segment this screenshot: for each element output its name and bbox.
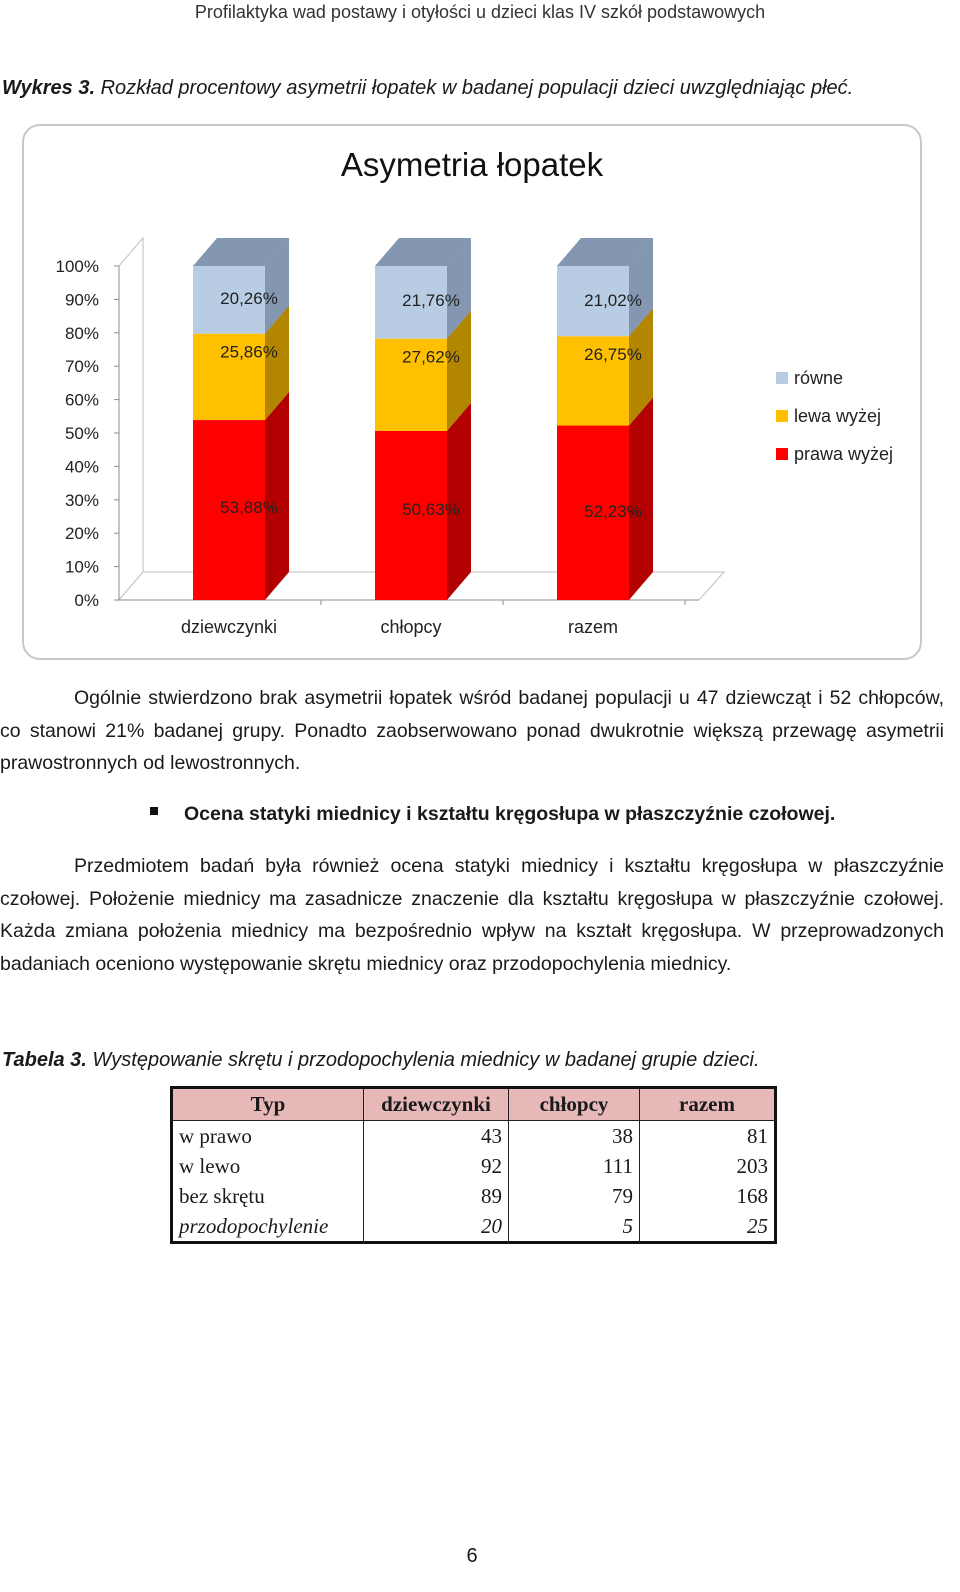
table-caption-label: Tabela 3. (2, 1049, 87, 1071)
table-row (172, 1211, 776, 1243)
table-header-total: razem (640, 1088, 776, 1121)
table-cell: 111 (509, 1151, 640, 1181)
table-caption (2, 1047, 759, 1073)
table-cell: 89 (364, 1181, 509, 1211)
legend-label: prawa wyżej (794, 444, 894, 464)
table-header-typ: Typ (172, 1088, 364, 1121)
y-tick-label: 50% (64, 424, 99, 443)
y-tick-label: 30% (64, 490, 99, 510)
data-label: 25,86% (220, 342, 278, 362)
data-label: 50,63% (402, 499, 460, 519)
table-cell: 43 (364, 1121, 509, 1152)
table-row (172, 1181, 776, 1211)
chart-caption (2, 75, 853, 101)
data-label: 21,02% (584, 291, 642, 310)
table-cell: 20 (364, 1211, 509, 1243)
table-row (172, 1151, 776, 1181)
bar-side (265, 392, 289, 600)
y-tick-label: 90% (64, 290, 99, 310)
section-heading (150, 798, 835, 830)
legend-swatch (776, 410, 788, 422)
table-cell: 168 (640, 1181, 776, 1211)
y-tick-label: 80% (64, 323, 99, 343)
x-tick-label: razem (567, 617, 619, 637)
section-heading-text: Ocena statyki miednicy i kształtu kręgosłupa w płaszczyźnie czołowej. (184, 803, 836, 825)
table-header-girls: dziewczynki (364, 1088, 509, 1121)
x-tick-label: chłopcy (380, 617, 442, 637)
y-tick-label: 100% (55, 257, 99, 276)
chart-container (22, 124, 922, 660)
table-cell: 81 (640, 1121, 776, 1152)
bullet-icon (150, 807, 158, 815)
stacked-bar-chart (24, 126, 920, 658)
table-cell: 5 (509, 1211, 640, 1243)
chart-caption-label: Wykres 3. (2, 77, 96, 99)
data-label: 26,75% (584, 345, 642, 365)
table-header-boys: chłopcy (509, 1088, 640, 1121)
paragraph-pelvis-assessment (0, 850, 944, 980)
table-cell-type: w lewo (172, 1151, 364, 1181)
table-header-row (172, 1088, 776, 1121)
chart-side-wall (119, 238, 143, 600)
table-caption-text: Występowanie skrętu i przodopochylenia miednicy w badanej grupie dzieci. (92, 1049, 760, 1071)
legend-label: lewa wyżej (794, 406, 882, 426)
data-label: 52,23% (584, 501, 642, 521)
running-header: Profilaktyka wad postawy i otyłości u dzieci klas IV szkół podstawowych (194, 2, 766, 22)
paragraph-2-text: Przedmiotem badań była również ocena statyki miednicy i kształtu kręgosłupa w płaszczyźnie czołowej. Położenie miednicy ma zasadnicze znaczenie dla kształtu kręgosłupa w płaszczyźnie czołowej. Każda zmiana położenia miednicy ma bezpośrednio wpływ na kształt kręgosłupa. W przeprowadzonych badaniach oceniono występowanie skrętu miednicy oraz przodopochylenia miednicy. (0, 855, 944, 975)
table-cell: 38 (509, 1121, 640, 1152)
y-tick-label: 60% (64, 390, 99, 410)
legend-swatch (776, 448, 788, 460)
paragraph-1-text: Ogólnie stwierdzono brak asymetrii łopatek wśród badanej populacji u 47 dziewcząt i 52 chłopców, co stanowi 21% badanej grupy. Ponadto zaobserwowano ponad dwukrotnie większą przewagę asymetrii prawostronnych od lewostronnych. (0, 687, 944, 774)
table-row (172, 1121, 776, 1152)
page-number: 6 (466, 1545, 478, 1567)
table-cell: 203 (640, 1151, 776, 1181)
chart-title: Asymetria łopatek (340, 146, 604, 183)
pelvis-table (170, 1086, 777, 1244)
legend-label: równe (794, 368, 844, 388)
data-label: 53,88% (220, 497, 278, 517)
table-cell: 92 (364, 1151, 509, 1181)
y-tick-label: 70% (64, 357, 99, 377)
chart-caption-text: Rozkład procentowy asymetrii łopatek w badanej populacji dzieci uwzględniając płeć. (100, 77, 854, 99)
table-cell-type: przodopochylenie (172, 1211, 364, 1243)
y-tick-label: 0% (74, 591, 99, 610)
data-label: 27,62% (402, 347, 460, 367)
x-tick-label: dziewczynki (180, 617, 278, 637)
data-label: 20,26% (220, 289, 278, 308)
data-label: 21,76% (402, 290, 460, 310)
legend-swatch (776, 372, 788, 384)
table-cell: 25 (640, 1211, 776, 1243)
table-cell-type: bez skrętu (172, 1181, 364, 1211)
y-tick-label: 20% (64, 524, 99, 544)
y-tick-label: 40% (64, 457, 99, 477)
y-tick-label: 10% (64, 557, 99, 577)
paragraph-asymmetry-summary (0, 682, 944, 780)
table-cell: 79 (509, 1181, 640, 1211)
bar-side (629, 398, 653, 600)
table-cell-type: w prawo (172, 1121, 364, 1152)
